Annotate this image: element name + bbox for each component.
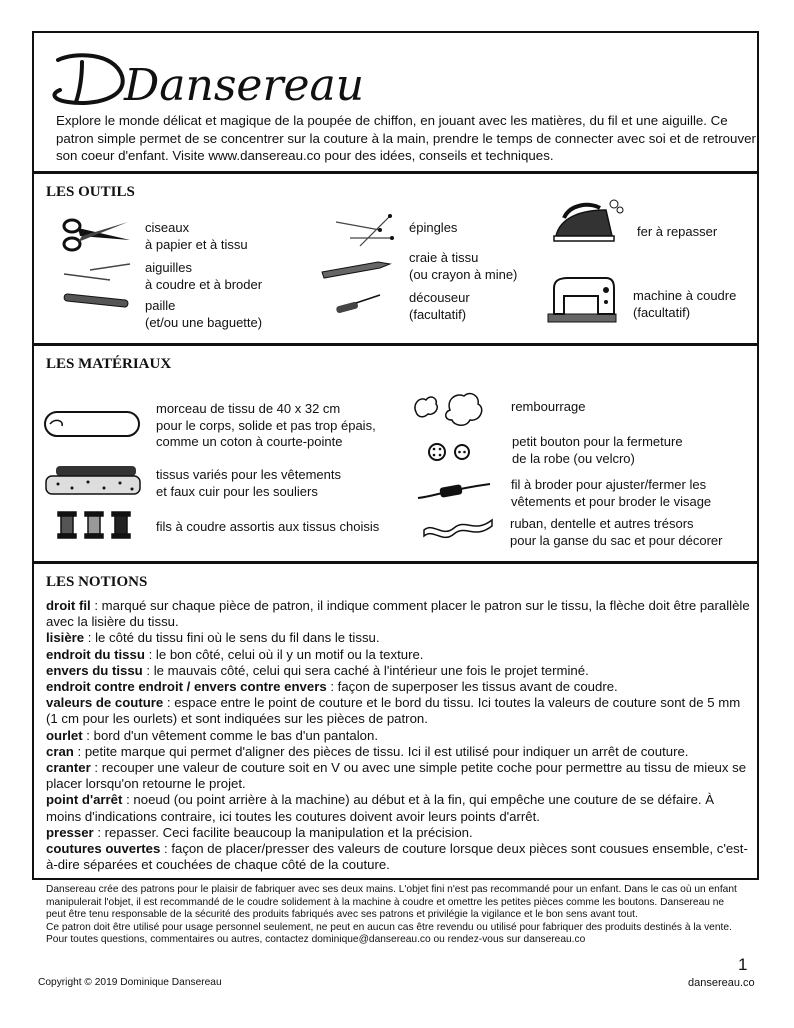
- pins-icon: [330, 208, 396, 250]
- notion-entry: endroit du tissu : le bon côté, celui où il y un motif ou la texture.: [46, 646, 424, 662]
- section-divider: [32, 171, 759, 174]
- site-url: dansereau.co: [688, 977, 755, 989]
- tool-label: aiguilles à coudre et à broder: [145, 260, 263, 292]
- notion-entry: cran : petite marque qui permet d'aligner des pièces de tissu. Ici il est utilisé pour indiquer un arrêt de couture.: [46, 743, 689, 759]
- tool-label: ciseaux à papier et à tissu: [145, 220, 248, 252]
- embroidery-floss-icon: [416, 480, 492, 502]
- sewing-machine-icon: [544, 274, 620, 326]
- brand-logo: [44, 40, 365, 112]
- notion-entry: presser : repasser. Ceci facilite beaucoup la manipulation et la précision.: [46, 824, 473, 840]
- notion-entry: droit fil : marqué sur chaque pièce de patron, il indique comment placer le patron sur le tissu, la flèche doit être parallèle avec la lisière du tissu.: [46, 598, 750, 630]
- notion-entry: ourlet : bord d'un vêtement comme le bas d'un pantalon.: [46, 727, 378, 743]
- section-title-notions: LES NOTIONS: [46, 574, 148, 590]
- disclaimer-text: Dansereau crée des patrons pour le plaisir de fabriquer avec ses deux mains. L'objet fini n'est pas recommandé pour un enfant. Dans le cas où un enfant manipulerait l'objet, il est recommandé de le coudre solidement à la machine à coudre et omettre les petites pièces comme les boutons. Dansereau ne peut être tenu responsable de la sécurité des produits fabriqués avec ses patrons et privilégie la vigilance et le bon sens avant tout.: [46, 884, 737, 921]
- notion-entry: endroit contre endroit / envers contre envers : façon de superposer les tissus avant de coudre.: [46, 679, 618, 695]
- thread-spools-icon: [56, 510, 132, 540]
- disclaimer-text: Ce patron doit être utilisé pour usage personnel seulement, ne peut en aucun cas être revendu ou utilisé pour fabriquer des produits destinés à la vente.: [46, 921, 732, 933]
- notions-list: [46, 598, 750, 873]
- straw-icon: [62, 292, 132, 310]
- fabric-stack-icon: [42, 464, 144, 496]
- intro-text: Explore le monde délicat et magique de la poupée de chiffon, en jouant avec les matières, du fil et une aiguille. Ce patron simple permet de se concentrer sur la couture à la main, prendre le temps de connecter avec soi et de retrouver son coeur d'enfant. Visite www.dansereau.co pour des idées, conseils et techniques.: [56, 113, 756, 163]
- copyright: Copyright © 2019 Dominique Dansereau: [38, 977, 222, 988]
- needles-icon: [60, 260, 132, 284]
- stuffing-icon: [410, 388, 490, 432]
- section-title-materiaux: LES MATÉRIAUX: [46, 356, 172, 372]
- tool-label: craie à tissu (ou crayon à mine): [409, 250, 518, 282]
- svg-text:Dansereau: Dansereau: [124, 60, 365, 111]
- material-label: petit bouton pour la fermeture de la robe (ou velcro): [512, 434, 683, 466]
- notion-entry: coutures ouvertes : façon de placer/presser des valeurs de couture lorsque deux pièces sont cousues ensemble, c'est-à-dire séparées et couchées de chaque côté de la couture.: [46, 841, 748, 873]
- tool-label: découseur (facultatif): [409, 290, 470, 322]
- iron-icon: [550, 196, 624, 246]
- tool-label: machine à coudre (facultatif): [633, 288, 737, 320]
- material-label: fil à broder pour ajuster/fermer les vêtements et pour broder le visage: [511, 477, 712, 509]
- notion-entry: valeurs de couture : espace entre le point de couture et le bord du tissu. Ici toutes la valeurs de couture sont de 5 mm (1 cm pour les ourlets) et sont indiquées sur les pièces de patron.: [46, 695, 741, 727]
- section-divider: [32, 561, 759, 564]
- material-label: ruban, dentelle et autres trésors pour la ganse du sac et pour décorer: [510, 516, 723, 548]
- notion-entry: envers du tissu : le mauvais côté, celui qui sera caché à l'intérieur une fois le projet terminé.: [46, 662, 589, 678]
- material-label: rembourrage: [511, 399, 586, 414]
- fabric-roll-icon: [42, 406, 142, 442]
- tool-label: épingles: [409, 220, 458, 235]
- material-label: tissus variés pour les vêtements et faux cuir pour les souliers: [156, 467, 341, 499]
- ribbon-icon: [420, 514, 496, 542]
- tool-label: fer à repasser: [637, 224, 718, 239]
- contact-text: Pour toutes questions, commentaires ou autres, contactez dominique@dansereau.co ou rendez-vous sur dansereau.co: [46, 934, 586, 946]
- scissors-icon: [60, 214, 132, 254]
- material-label: fils à coudre assortis aux tissus choisis: [156, 519, 380, 534]
- disclaimer: [46, 884, 746, 947]
- chalk-icon: [320, 258, 392, 280]
- tool-label: paille (et/ou une baguette): [145, 298, 263, 330]
- buttons-icon: [426, 442, 472, 462]
- seam-ripper-icon: [334, 292, 384, 316]
- section-divider: [32, 343, 759, 346]
- page-number: 1: [738, 955, 748, 974]
- section-title-outils: LES OUTILS: [46, 184, 135, 200]
- notion-entry: point d'arrêt : noeud (ou point arrière à la machine) au début et à la fin, qui empêche une couture de se défaire. À moins d'indications contraire, ici toutes les coutures doivent avoir leurs points d'arrêt.: [46, 792, 715, 824]
- notion-entry: cranter : recouper une valeur de couture soit en V ou avec une simple petite coche pour permettre au tissu de mieux se placer lorsqu'on retourne le projet.: [46, 760, 747, 792]
- notion-entry: lisière : le côté du tissu fini où le sens du fil dans le tissu.: [46, 630, 380, 646]
- material-label: morceau de tissu de 40 x 32 cm pour le corps, solide et pas trop épais, comme un coton à courte-pointe: [156, 401, 376, 449]
